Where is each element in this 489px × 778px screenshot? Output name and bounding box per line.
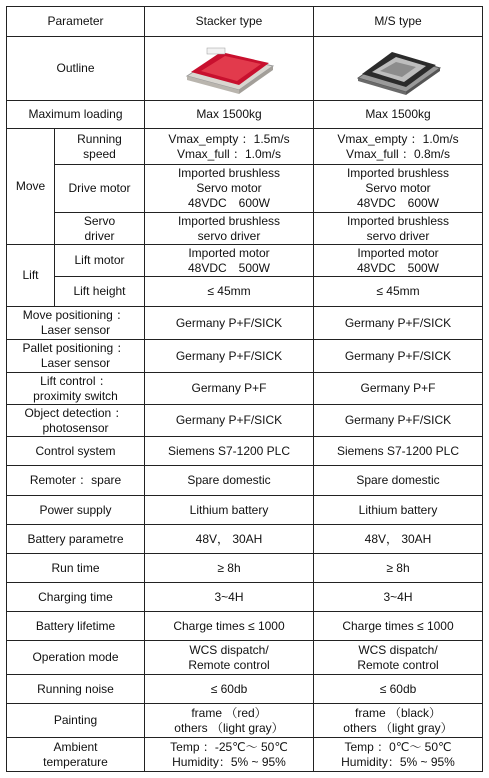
row-operation-mode [7, 641, 483, 675]
ms-run-time: ≥ 8h [314, 554, 483, 583]
stacker-lift-control: Germany P+F [145, 373, 314, 405]
stacker-run-time: ≥ 8h [145, 554, 314, 583]
ms-vehicle-image [350, 42, 446, 96]
stacker-drive-motor: Imported brushless Servo motor 48VDC 600W [145, 165, 314, 213]
label-lift-control: Lift control ： proximity switch [7, 373, 145, 405]
label-object-detection: Object detection ： photosensor [7, 405, 145, 437]
label-running-speed: Running speed [55, 129, 145, 165]
group-move: Move [7, 129, 55, 245]
label-outline: Outline [7, 37, 145, 101]
ms-power-supply: Lithium battery [314, 496, 483, 525]
stacker-outline-cell [145, 37, 314, 101]
stacker-operation-mode: WCS dispatch/ Remote control [145, 641, 314, 675]
stacker-lift-height: ≤ 45mm [145, 277, 314, 307]
label-painting: Painting [7, 704, 145, 738]
ms-max-loading: Max 1500kg [314, 101, 483, 129]
label-remoter: Remoter ：spare [7, 466, 145, 496]
label-run-time: Run time [7, 554, 145, 583]
ms-battery-parametre: 48V， 30AH [314, 525, 483, 554]
row-lift-control [7, 373, 483, 405]
row-battery-lifetime [7, 612, 483, 641]
stacker-move-positioning: Germany P+F/SICK [145, 307, 314, 340]
row-run-time [7, 554, 483, 583]
ms-operation-mode: WCS dispatch/ Remote control [314, 641, 483, 675]
row-charging-time [7, 583, 483, 612]
label-pallet-positioning: Pallet positioning ： Laser sensor [7, 340, 145, 373]
ms-pallet-positioning: Germany P+F/SICK [314, 340, 483, 373]
row-running-noise [7, 675, 483, 704]
row-ambient-temperature [7, 738, 483, 772]
label-battery-lifetime: Battery lifetime [7, 612, 145, 641]
label-ambient-temperature: Ambient temperature [7, 738, 145, 772]
stacker-pallet-positioning: Germany P+F/SICK [145, 340, 314, 373]
ms-battery-lifetime: Charge times ≤ 1000 [314, 612, 483, 641]
label-power-supply: Power supply [7, 496, 145, 525]
label-max-loading: Maximum loading [7, 101, 145, 129]
stacker-ambient-temperature: Temp ：-25℃～ 50℃ Humidity：5% ~ 95% [145, 738, 314, 772]
header-parameter: Parameter [7, 7, 145, 37]
ms-charging-time: 3~4H [314, 583, 483, 612]
row-power-supply [7, 496, 483, 525]
stacker-max-loading: Max 1500kg [145, 101, 314, 129]
stacker-running-noise: ≤ 60db [145, 675, 314, 704]
row-lift-height [7, 277, 483, 307]
ms-control-system: Siemens S7-1200 PLC [314, 437, 483, 466]
label-move-positioning: Move positioning ： Laser sensor [7, 307, 145, 340]
spec-table [6, 6, 483, 772]
ms-painting: frame （black） others （light gray） [314, 704, 483, 738]
label-battery-parametre: Battery parametre [7, 525, 145, 554]
stacker-battery-parametre: 48V， 30AH [145, 525, 314, 554]
row-running-speed [7, 129, 483, 165]
ms-running-speed: Vmax_empty ：1.0m/s Vmax_full ：0.8m/s [314, 129, 483, 165]
label-operation-mode: Operation mode [7, 641, 145, 675]
stacker-remoter: Spare domestic [145, 466, 314, 496]
row-painting [7, 704, 483, 738]
label-control-system: Control system [7, 437, 145, 466]
ms-lift-control: Germany P+F [314, 373, 483, 405]
row-pallet-positioning [7, 340, 483, 373]
row-move-positioning [7, 307, 483, 340]
label-charging-time: Charging time [7, 583, 145, 612]
ms-drive-motor: Imported brushless Servo motor 48VDC 600W [314, 165, 483, 213]
row-lift-motor [7, 245, 483, 277]
ms-lift-motor: Imported motor 48VDC 500W [314, 245, 483, 277]
header-ms: M/S type [314, 7, 483, 37]
stacker-lift-motor: Imported motor 48VDC 500W [145, 245, 314, 277]
label-lift-height: Lift height [55, 277, 145, 307]
ms-remoter: Spare domestic [314, 466, 483, 496]
ms-move-positioning: Germany P+F/SICK [314, 307, 483, 340]
row-remoter [7, 466, 483, 496]
group-lift: Lift [7, 245, 55, 307]
header-row [7, 7, 483, 37]
ms-running-noise: ≤ 60db [314, 675, 483, 704]
row-object-detection [7, 405, 483, 437]
stacker-charging-time: 3~4H [145, 583, 314, 612]
ms-outline-cell [314, 37, 483, 101]
label-drive-motor: Drive motor [55, 165, 145, 213]
label-servo-driver: Servo driver [55, 213, 145, 245]
label-lift-motor: Lift motor [55, 245, 145, 277]
stacker-battery-lifetime: Charge times ≤ 1000 [145, 612, 314, 641]
ms-servo-driver: Imported brushless servo driver [314, 213, 483, 245]
ms-ambient-temperature: Temp ：0℃～ 50℃ Humidity：5% ~ 95% [314, 738, 483, 772]
stacker-object-detection: Germany P+F/SICK [145, 405, 314, 437]
row-control-system [7, 437, 483, 466]
row-max-loading [7, 101, 483, 129]
stacker-control-system: Siemens S7-1200 PLC [145, 437, 314, 466]
stacker-vehicle-image [181, 42, 277, 96]
row-battery-parametre [7, 525, 483, 554]
row-drive-motor [7, 165, 483, 213]
ms-lift-height: ≤ 45mm [314, 277, 483, 307]
ms-object-detection: Germany P+F/SICK [314, 405, 483, 437]
stacker-painting: frame （red） others （light gray） [145, 704, 314, 738]
label-running-noise: Running noise [7, 675, 145, 704]
stacker-power-supply: Lithium battery [145, 496, 314, 525]
header-stacker: Stacker type [145, 7, 314, 37]
row-servo-driver [7, 213, 483, 245]
stacker-servo-driver: Imported brushless servo driver [145, 213, 314, 245]
row-outline [7, 37, 483, 101]
stacker-running-speed: Vmax_empty ：1.5m/s Vmax_full ：1.0m/s [145, 129, 314, 165]
